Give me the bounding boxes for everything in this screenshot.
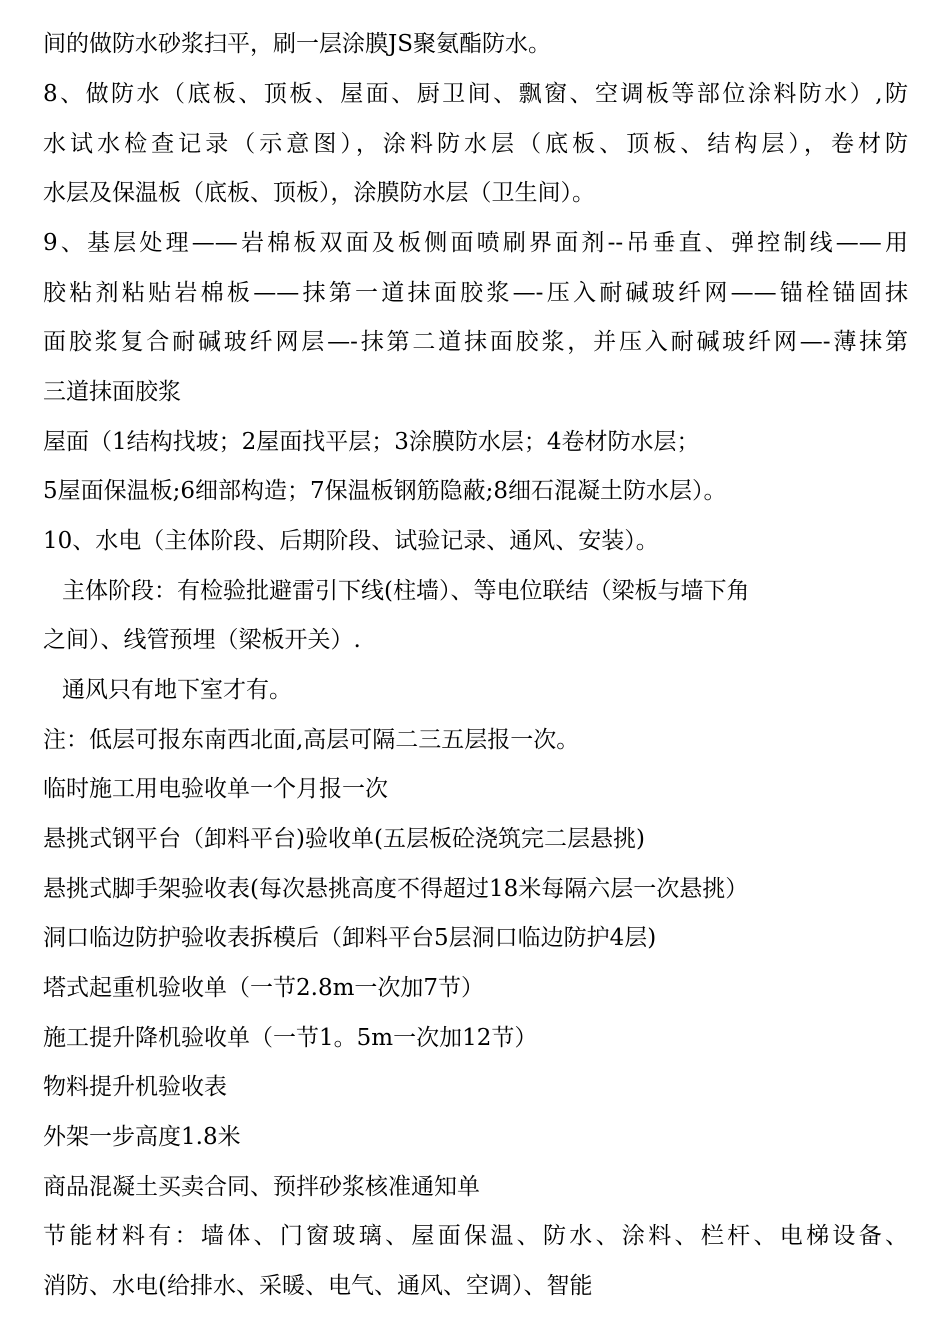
text-line-10: 5屋面保温板;6细部构造；7保温板钢筋隐蔽;8细石混凝土防水层）。 [43, 478, 727, 504]
text-line-23: 外架一步高度1.8米 [43, 1124, 241, 1150]
text-line-1: 间的做防水砂浆扫平，刷一层涂膜JS聚氨酯防水。 [43, 31, 551, 57]
text-line-7: 面胶浆复合耐碱玻纤网层—-抹第二道抹面胶浆，并压入耐碱玻纤网—-薄抹第 [43, 329, 908, 355]
text-line-18: 悬挑式脚手架验收表(每次悬挑高度不得超过18米每隔六层一次悬挑） [43, 876, 749, 902]
text-line-9: 屋面（1结构找坡；2屋面找平层；3涂膜防水层；4卷材防水层； [43, 429, 700, 455]
text-line-14: 通风只有地下室才有。 [62, 677, 292, 703]
text-line-24: 商品混凝土买卖合同、预拌砂浆核准通知单 [43, 1174, 480, 1200]
text-line-2: 8、做防水（底板、顶板、屋面、厨卫间、飘窗、空调板等部位涂料防水）,防 [43, 81, 908, 107]
text-line-6: 胶粘剂粘贴岩棉板——抹第一道抹面胶浆—-压入耐碱玻纤网——锚栓锚固抹 [43, 280, 908, 306]
text-line-5: 9、基层处理——岩棉板双面及板侧面喷刷界面剂--吊垂直、弹控制线——用 [43, 230, 908, 256]
text-line-20: 塔式起重机验收单（一节2.8m一次加7节） [43, 975, 485, 1001]
text-line-15: 注：低层可报东南西北面,高层可隔二三五层报一次。 [43, 727, 580, 753]
text-line-19: 洞口临边防护验收表拆模后（卸料平台5层洞口临边防护4层) [43, 925, 657, 951]
text-line-26: 消防、水电(给排水、采暖、电气、通风、空调）、智能 [43, 1273, 593, 1299]
text-line-3: 水试水检查记录（示意图），涂料防水层（底板、顶板、结构层），卷材防 [43, 131, 908, 157]
text-line-11: 10、水电（主体阶段、后期阶段、试验记录、通风、安装）。 [43, 528, 659, 554]
text-line-22: 物料提升机验收表 [43, 1074, 227, 1100]
text-line-4: 水层及保温板（底板、顶板），涂膜防水层（卫生间）。 [43, 180, 595, 206]
text-line-21: 施工提升降机验收单（一节1。5m一次加12节） [43, 1025, 538, 1051]
text-line-25: 节能材料有：墙体、门窗玻璃、屋面保温、防水、涂料、栏杆、电梯设备、 [43, 1223, 908, 1249]
text-line-13: 之间）、线管预埋（梁板开关）. [43, 627, 361, 653]
text-line-12: 主体阶段：有检验批避雷引下线(柱墙）、等电位联结（梁板与墙下角 [62, 578, 750, 604]
text-line-8: 三道抹面胶浆 [43, 379, 181, 405]
text-line-16: 临时施工用电验收单一个月报一次 [43, 776, 388, 802]
text-line-17: 悬挑式钢平台（卸料平台)验收单(五层板砼浇筑完二层悬挑) [43, 826, 645, 852]
